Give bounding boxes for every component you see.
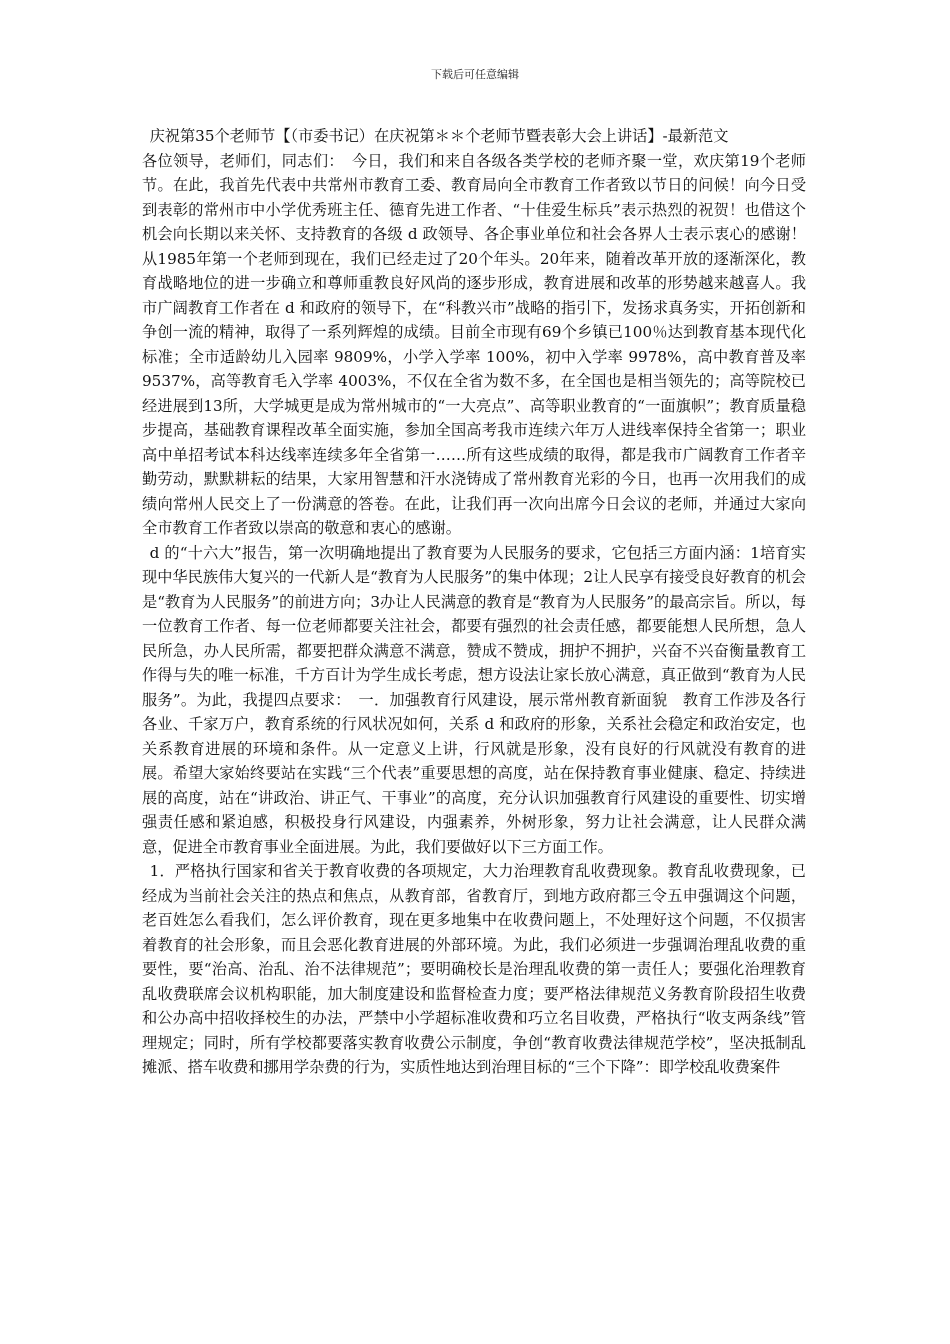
paragraph-3: 1．严格执行国家和省关于教育收费的各项规定，大力治理教育乱收费现象。教育乱收费现象，已经成为当前社会关注的热点和焦点，从教育部，省教育厅，到地方政府都三令五申强调这个问题，老百姓怎么看我们，怎么评价教育，现在更多地集中在收费问题上，不处理好这个问题，不仅损害着教育的社会形象，而且会恶化教育进展的外部环境。为此，我们必须进一步强调治理乱收费的重要性，要“治高、治乱、治不法律规范”；要明确校长是治理乱收费的第一责任人；要强化治理教育乱收费联席会议机构职能，加大制度建设和监督检查力度；要严格法律规范义务教育阶段招生收费和公办高中招收择校生的办法，严禁中小学超标准收费和巧立名目收费，严格执行“收支两条线”管理规定；同时，所有学校都要落实教育收费公示制度，争创“教育收费法律规范学校”，坚决抵制乱摊派、搭车收费和挪用学杂费的行为，实质性地达到治理目标的“三个下降”：即学校乱收费案件 (142, 862, 806, 1076)
paragraph-2: d 的“十六大”报告，第一次明确地提出了教育要为人民服务的要求，它包括三方面内涵：1培育实现中华民族伟大复兴的一代新人是“教育为人民服务”的集中体现；2让人民享有接受良好教育的机会是“教育为人民服务”的前进方向；3办让人民满意的教育是“教育为人民服务”的最高宗旨。所以，每一位教育工作者、每一位老师都要关注社会，都要有强烈的社会责任感，都要能想人民所想，急人民所急，办人民所需，都要把群众满意不满意，赞成不赞成，拥护不拥护，兴奋不兴奋衡量教育工作得与失的唯一标准，千方百计为学生成长考虑，想方设法让家长放心满意，真正做到“教育为人民服务”。为此，我提四点要求： 一．加强教育行风建设，展示常州教育新面貌 教育工作涉及各行各业、千家万户，教育系统的行风状况如何，关系 d 和政府的形象，关系社会稳定和政治安定，也关系教育进展的环境和条件。从一定意义上讲，行风就是形象，没有良好的行风就没有教育的进展。希望大家始终要站在实践“三个代表”重要思想的高度，站在保持教育事业健康、稳定、持续进展的高度，站在“讲政治、讲正气、干事业”的高度，充分认识加强教育行风建设的重要性、切实增强责任感和紧迫感，积极投身行风建设，内强素养，外树形象，努力让社会满意，让人民群众满意，促进全市教育事业全面进展。为此，我们要做好以下三方面工作。 (142, 543, 806, 856)
document-body (142, 124, 822, 1080)
document-title-paragraph (142, 124, 806, 149)
header-note: 下载后可任意编辑 (431, 68, 519, 81)
document-title: 庆祝第35个老师节【（市委书记）在庆祝第＊＊个老师节暨表彰大会上讲话】-最新范文 (149, 127, 729, 145)
paragraph-1: 各位领导，老师们，同志们： 今日，我们和来自各级各类学校的老师齐聚一堂，欢庆第19个老师节。在此，我首先代表中共常州市教育工委、教育局向全市教育工作者致以节日的问候！向今日受到表彰的常州市中小学优秀班主任、德育先进工作者、“十佳爱生标兵”表示热烈的祝贺！也借这个机会向长期以来关怀、支持教育的各级 d 政领导、各企事业单位和社会各界人士表示衷心的感谢！ 从1985年第一个老师到现在，我们已经走过了20个年头。20年来，随着改革开放的逐渐深化，教育战略地位的进一步确立和尊师重教良好风尚的逐步形成，教育进展和改革的形势越来越喜人。我市广阔教育工作者在 d 和政府的领导下，在“科教兴市”战略的指引下，发扬求真务实，开拓创新和争创一流的精神，取得了一系列辉煌的成绩。目前全市现有69个乡镇已100％达到教育基本现代化标准；全市适龄幼儿入园率 9809%，小学入学率 100%，初中入学率 9978%，高中教育普及率 9537%，高等教育毛入学率 4003%，不仅在全省为数不多，在全国也是相当领先的；高等院校已经进展到13所，大学城更是成为常州城市的“一大亮点”、高等职业教育的“一面旗帜”；教育质量稳步提高，基础教育课程改革全面实施，参加全国高考我市连续六年万人进线率保持全省第一；职业高中单招考试本科达线率连续多年全省第一……所有这些成绩的取得，都是我市广阔教育工作者辛勤劳动，默默耕耘的结果，大家用智慧和汗水浇铸成了常州教育光彩的今日，也再一次用我们的成绩向常州人民交上了一份满意的答卷。在此，让我们再一次向出席今日会议的老师，并通过大家向全市教育工作者致以崇高的敬意和衷心的感谢。 (142, 151, 822, 537)
